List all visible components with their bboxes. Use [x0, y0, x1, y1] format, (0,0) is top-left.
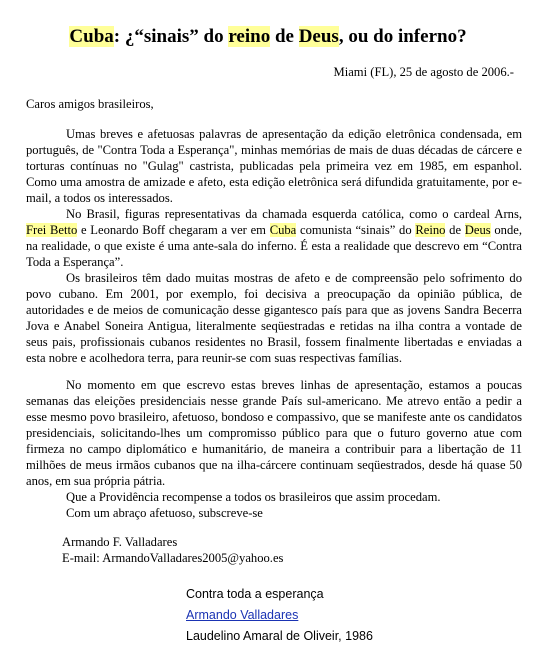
highlight-deus: Deus	[464, 223, 491, 237]
caption-translator: Laudelino Amaral de Oliveir, 1986	[186, 629, 373, 643]
caption-author-link[interactable]: Armando Valladares	[186, 608, 299, 622]
title-text: , ou do inferno?	[338, 26, 467, 47]
paragraph-text: No Brasil, figuras representativas da chamada esquerda católica, como o cardeal Arns,	[66, 207, 522, 221]
dateline: Miami (FL), 25 de agosto de 2006.-	[333, 65, 514, 79]
title-highlight-reino: reino	[228, 26, 271, 47]
highlight-cuba: Cuba	[269, 223, 297, 237]
highlight-reino: Reino	[415, 223, 446, 237]
letter-body	[26, 126, 522, 521]
signature-name: Armando F. Valladares	[62, 535, 178, 549]
title-highlight-cuba: Cuba	[69, 26, 114, 47]
paragraph-text: comunista “sinais” do	[296, 223, 416, 237]
greeting: Caros amigos brasileiros,	[26, 97, 154, 111]
highlight-frei-betto: Frei Betto	[26, 223, 78, 237]
paragraph-4: No momento em que escrevo estas breves linhas de apresentação, estamos a poucas semanas das eleições presidenciais nesse grande País sul-americano. Me atrevo então a pedir a esse mesmo povo brasileiro, afetuoso, bondoso e compassivo, que se manifeste ante os candidatos presidenciais, solicitando-lhes um compromisso público para que o futuro governo atue com firmeza no campo diplomático e humanitário, de maneira a contribuir para a libertação de 11 milhões de meus irmãos cubanos que na ilha-cárcere continuam seqüestrados, desde há quase 50 anos, em sua própria pátria.	[26, 378, 522, 488]
paragraph-text: onde, na realidade, o que existe é uma ante-sala do inferno. É esta a realidade que descrevo em “Contra Toda a Esperança”.	[26, 223, 522, 269]
paragraph-text: e Leonardo Boff chegaram a ver em	[77, 223, 270, 237]
page-title	[0, 24, 536, 50]
caption-book-title: Contra toda a esperança	[186, 587, 324, 601]
paragraph-2	[26, 206, 522, 270]
paragraph-6: Com um abraço afetuoso, subscreve-se	[66, 506, 263, 520]
paragraph-1: Umas breves e afetuosas palavras de apresentação da edição eletrônica condensada, em português, de "Contra Toda a Esperança", minhas memórias de mais de duas décadas de cárcere e torturas contínuas no "Gulag" castrista, publicadas pela primeira vez em 1985, em espanhol. Como uma amostra de amizade e afeto, esta edição eletrônica será difundida gratuitamente, por e-mail, a todos os interessados.	[26, 127, 522, 205]
title-highlight-deus: Deus	[298, 26, 339, 47]
title-text: : ¿“sinais” do	[113, 26, 229, 47]
signature-email: E-mail: ArmandoValladares2005@yahoo.es	[62, 551, 284, 565]
paragraph-3: Os brasileiros têm dado muitas mostras de afeto e de compreensão pelo sofrimento do povo cubano. Em 2001, por exemplo, foi decisiva a preocupação da opinião pública, de autoridades e de meios de comunicação desse gigantesco país para que as jovens Sandra Becerra Jova e Anabel Soneira Antigua, literalmente seqüestradas e retidas na ilha contra a vontade de seus pais, profissionais cubanos residentes no Brasil, fossem finalmente libertadas e enviadas a esta nobre e acolhedora terra, para reunir-se com suas respectivas famílias.	[26, 271, 522, 365]
paragraph-text: de	[445, 223, 465, 237]
title-text: de	[270, 26, 299, 47]
paragraph-5: Que a Providência recompense a todos os brasileiros que assim procedam.	[66, 490, 441, 504]
